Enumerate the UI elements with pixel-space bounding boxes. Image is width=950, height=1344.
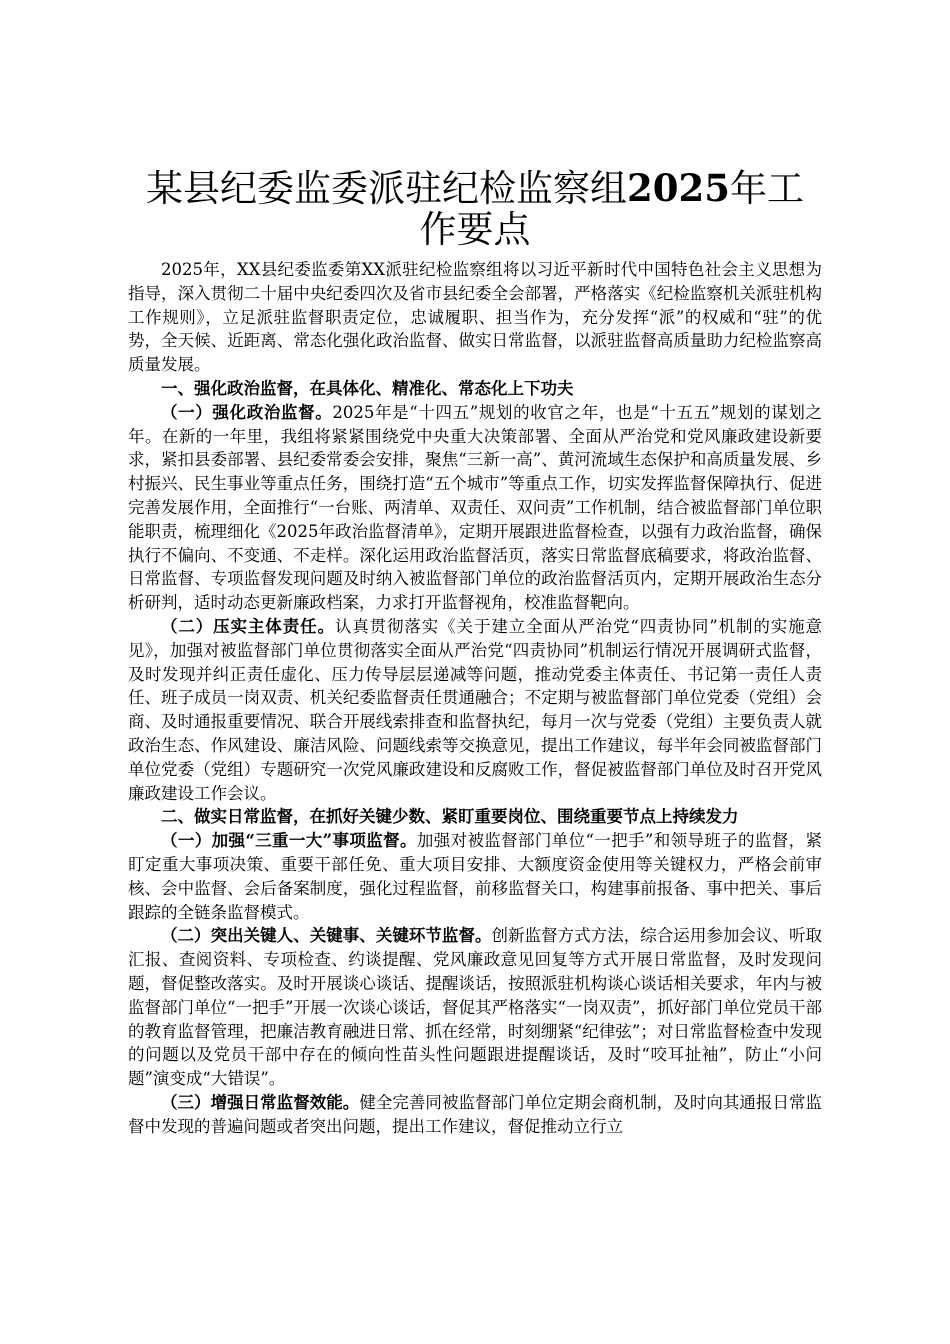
item-body: 加强对被监督部门单位“一把手”和领导班子的监督，紧盯定重大事项决策、重要干部任免、重大项目安排、大额度资金使用等关键权力，严格会前审核、会中监督、会后备案制度，强化过程监督，前移监督关口，构建事前报备、事中把关、事后跟踪的全链条监督模式。 xyxy=(128,831,822,922)
intro-paragraph: 2025年，XX县纪委监委第XX派驻纪检监察组将以习近平新时代中国特色社会主义思想为指导，深入贯彻二十届中央纪委四次及省市县纪委全会部署，严格落实《纪检监察机关派驻机构工作规则》，立足派驻监督职责定位，忠诚履职、担当作为，充分发挥“派”的权威和“驻”的优势，全天候、近距离、常态化强化政治监督、做实日常监督，以派驻监督高质量助力纪检监察高质量发展。 xyxy=(128,260,822,375)
item-body: 认真贯彻落实《关于建立全面从严治党“四责协同”机制的实施意见》，加强对被监督部门单位贯彻落实全面从严治党“四责协同”机制运行情况开展调研式监督，及时发现并纠正责任虚化、压力传导层层递减等问题，推动党委主体责任、书记第一责任人责任、班子成员一岗双责、机关纪委监督责任贯通融合；不定期与被监督部门单位党委（党组）会商、及时通报重要情况、联合开展线索排查和监督执纪，每月一次与党委（党组）主要负责人就政治生态、作风建设、廉洁风险、问题线索等交换意见，提出工作建议，每半年会同被监督部门单位党委（党组）专题研究一次党风廉政建设和反腐败工作，督促被监督部门单位及时召开党风廉政建设工作会议。 xyxy=(128,616,823,803)
item-lead: （三）增强日常监督效能。 xyxy=(161,1092,360,1112)
item-body: 健全完善同被监督部门单位定期会商机制，及时向其通报日常监督中发现的普遍问题或者突出问题，提出工作建议，督促推动立行立 xyxy=(128,1092,823,1136)
document-title xyxy=(128,168,822,250)
section-2-item-2 xyxy=(128,924,822,1091)
item-body: 创新监督方式方法，综合运用参加会议、听取汇报、查阅资料、专项检查、约谈提醒、党风廉政意见回复等方式开展日常监督，及时发现问题，督促整改落实。及时开展谈心谈话、提醒谈话，按照派驻机构谈心谈话相关要求，年内与被监督部门单位“一把手”开展一次谈心谈话，督促其严格落实“一岗双责”，抓好部门单位党员干部的教育监督管理，把廉洁教育融进日常、抓在经常，时刻绷紧“纪律弦”；对日常监督检查中发现的问题以及党员干部中存在的倾向性苗头性问题跟进提醒谈话，及时“咬耳扯袖”，防止“小问题”演变成“大错误”。 xyxy=(128,926,823,1089)
item-lead: （二）突出关键人、关键事、关键环节监督。 xyxy=(161,926,492,946)
item-lead: （一）强化政治监督。 xyxy=(161,402,333,422)
item-lead: （二）压实主体责任。 xyxy=(161,616,335,636)
section-1-item-2 xyxy=(128,615,822,805)
section-2-item-3 xyxy=(128,1091,822,1139)
section-heading-2: 二、做实日常监督，在抓好关键少数、紧盯重要岗位、围绕重要节点上持续发力 xyxy=(161,807,739,827)
item-lead: （一）加强“三重一大”事项监督。 xyxy=(161,831,417,851)
section-heading-1: 一、强化政治监督，在具体化、精准化、常态化上下功夫 xyxy=(161,378,574,398)
title-year: 2025 xyxy=(627,166,730,210)
item-body: 2025年是“十四五”规划的收官之年，也是“十五五”规划的谋划之年。在新的一年里，我组将紧紧围绕党中央重大决策部署、全面从严治党和党风廉政建设新要求，紧扣县委部署、县纪委常委会安排，聚焦“三新一高”、黄河流域生态保护和高质量发展、乡村振兴、民生事业等重点任务，围绕打造“五个城市”等重点工作，切实发挥监督保障执行、促进完善发展作用，全面推行“一台账、两清单、双责任、双问责”工作机制，结合被监督部门单位职能职责，梳理细化《2025年政治监督清单》，定期开展跟进监督检查，以强有力政治监督，确保执行不偏向、不变通、不走样。深化运用政治监督活页，落实日常监督底稿要求，将政治监督、日常监督、专项监督发现问题及时纳入被监督部门单位的政治监督活页内，定期开展政治生态分析研判，适时动态更新廉政档案，力求打开监督视角，校准监督靶向。 xyxy=(128,402,823,613)
section-2-item-1 xyxy=(128,829,822,924)
title-part1: 某县纪委监委派驻纪检监察组 xyxy=(146,167,627,210)
document-page xyxy=(128,168,822,1138)
title-part2: 年工作要点 xyxy=(419,167,804,251)
section-1-item-1 xyxy=(128,401,822,615)
